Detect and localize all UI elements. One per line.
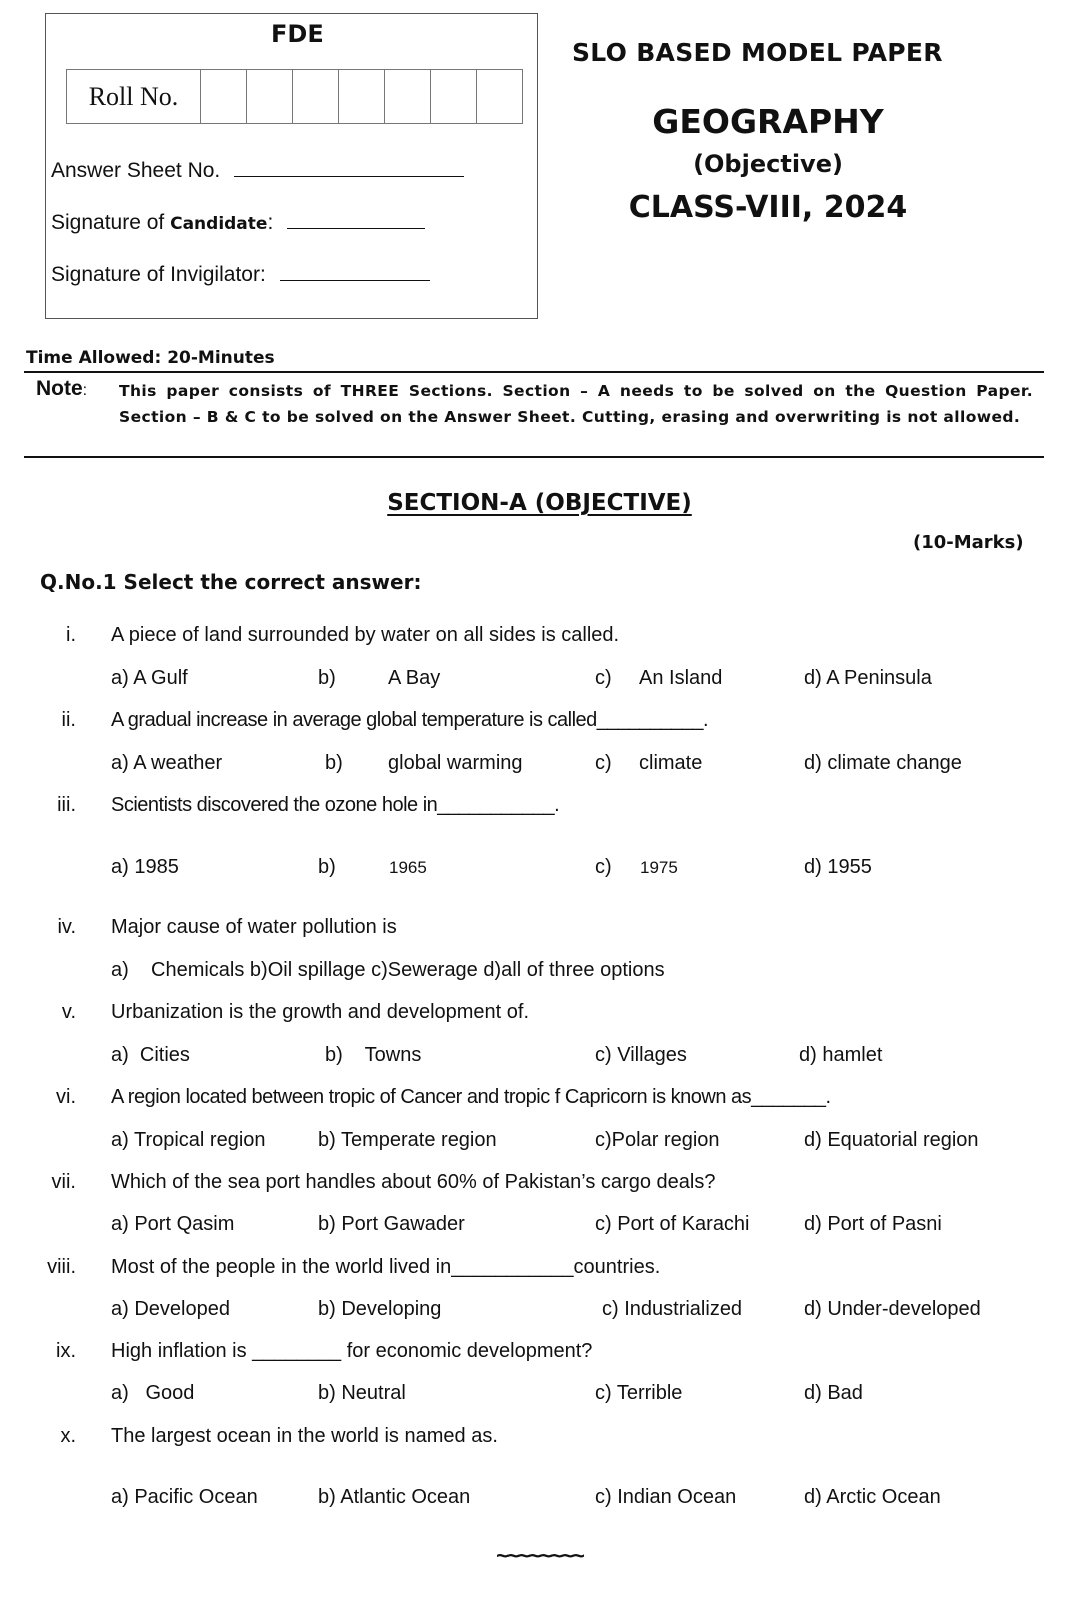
roll-digit-box[interactable] xyxy=(431,70,477,124)
answer-sheet-field xyxy=(51,158,464,183)
option-c-text[interactable]: climate xyxy=(639,752,703,774)
candidate-signature-blank[interactable] xyxy=(287,210,425,229)
question-number: vii. xyxy=(51,1171,76,1193)
option-d[interactable]: d) climate change xyxy=(804,752,962,774)
option-b[interactable]: b) Atlantic Ocean xyxy=(318,1486,471,1508)
option-c-label[interactable]: c) xyxy=(595,752,612,774)
roll-digit-box[interactable] xyxy=(201,70,247,124)
option-a[interactable]: a) Tropical region xyxy=(111,1129,266,1151)
option-c[interactable]: c) Terrible xyxy=(595,1382,683,1404)
option-c-label[interactable]: c) xyxy=(595,667,612,689)
option-d[interactable]: d) Port of Pasni xyxy=(804,1213,942,1235)
question-text: Which of the sea port handles about 60% of Pakistan’s cargo deals? xyxy=(111,1171,716,1193)
question-number: iii. xyxy=(57,794,76,816)
subject-title: GEOGRAPHY xyxy=(652,102,884,141)
option-c[interactable]: c) Indian Ocean xyxy=(595,1486,737,1508)
option-c[interactable]: c) Villages xyxy=(595,1044,687,1066)
option-b[interactable]: b) Developing xyxy=(318,1298,442,1320)
time-allowed: Time Allowed: 20-Minutes xyxy=(26,348,275,368)
roll-digit-box[interactable] xyxy=(477,70,523,124)
question-text: Most of the people in the world lived in___________countries. xyxy=(111,1256,661,1278)
option-c-text[interactable]: An Island xyxy=(639,667,723,689)
option-c-text[interactable]: 1975 xyxy=(640,858,678,877)
question-number: vi. xyxy=(56,1086,76,1108)
question-text: A piece of land surrounded by water on all sides is called. xyxy=(111,624,620,646)
paper-part: (Objective) xyxy=(693,150,843,178)
section-marks: (10-Marks) xyxy=(913,532,1024,553)
board-name: FDE xyxy=(271,20,324,48)
candidate-signature-prefix: Signature of xyxy=(51,211,165,234)
question-text: A gradual increase in average global temperature is called__________. xyxy=(111,709,709,731)
question-text: A region located between tropic of Cancer and tropic f Capricorn is known as_______. xyxy=(111,1086,831,1108)
question-instruction: Q.No.1 Select the correct answer: xyxy=(40,570,422,594)
roll-digit-box[interactable] xyxy=(247,70,293,124)
section-title: SECTION-A (OBJECTIVE) xyxy=(387,490,692,516)
question-text: Scientists discovered the ozone hole in___________. xyxy=(111,794,560,816)
question-number: iv. xyxy=(57,916,76,938)
invigilator-signature-blank[interactable] xyxy=(280,262,430,281)
option-a[interactable]: a) A Gulf xyxy=(111,667,188,689)
option-b-label[interactable]: b) xyxy=(318,856,336,878)
option-b-label[interactable]: b) xyxy=(325,752,343,774)
invigilator-signature-label: Signature of Invigilator xyxy=(51,263,260,286)
option-d[interactable]: d) 1955 xyxy=(804,856,872,878)
bottom-divider xyxy=(24,456,1044,458)
option-b-label[interactable]: b) xyxy=(318,667,336,689)
option-a[interactable]: a) Good xyxy=(111,1382,195,1404)
question-text: The largest ocean in the world is named as. xyxy=(111,1425,498,1447)
option-d[interactable]: d) Arctic Ocean xyxy=(804,1486,941,1508)
question-number: v. xyxy=(61,1001,76,1023)
option-b-text[interactable]: A Bay xyxy=(388,667,441,689)
question-text: Urbanization is the growth and development of. xyxy=(111,1001,530,1023)
option-d[interactable]: d) Equatorial region xyxy=(804,1129,979,1151)
question-number: ii. xyxy=(61,709,76,731)
option-b[interactable]: b) Port Gawader xyxy=(318,1213,465,1235)
question-number: ix. xyxy=(56,1340,76,1362)
end-marker: ~~~~~~~~ xyxy=(496,1543,583,1568)
roll-digit-box[interactable] xyxy=(293,70,339,124)
option-a[interactable]: a) Port Qasim xyxy=(111,1213,235,1235)
option-c[interactable]: c)Polar region xyxy=(595,1129,720,1151)
candidate-signature-field: Signature of Candidate: xyxy=(51,210,425,235)
option-d[interactable]: d) Bad xyxy=(804,1382,863,1404)
roll-number-label: Roll No. xyxy=(67,70,201,124)
paper-type: SLO BASED MODEL PAPER xyxy=(572,38,943,67)
option-b-text[interactable]: 1965 xyxy=(389,858,427,877)
roll-number-grid xyxy=(66,69,523,124)
answer-sheet-blank[interactable] xyxy=(234,158,464,177)
option-d[interactable]: d) hamlet xyxy=(799,1044,883,1066)
option-combined[interactable]: a) Chemicals b)Oil spillage c)Sewerage d)all of three options xyxy=(111,959,665,981)
option-c[interactable]: c) Industrialized xyxy=(602,1298,743,1320)
note-label: Note: xyxy=(36,377,88,400)
roll-digit-box[interactable] xyxy=(385,70,431,124)
class-year: CLASS-VIII, 2024 xyxy=(628,190,908,225)
option-b[interactable]: b) Towns xyxy=(325,1044,422,1066)
option-a[interactable]: a) Cities xyxy=(111,1044,190,1066)
top-divider xyxy=(24,371,1044,373)
option-b-text[interactable]: global warming xyxy=(388,752,523,774)
invigilator-signature-field: Signature of Invigilator: xyxy=(51,262,430,287)
option-b[interactable]: b) Temperate region xyxy=(318,1129,497,1151)
roll-digit-box[interactable] xyxy=(339,70,385,124)
question-number: i. xyxy=(66,624,76,646)
answer-sheet-label: Answer Sheet No. xyxy=(51,159,221,182)
option-a[interactable]: a) Developed xyxy=(111,1298,230,1320)
option-a[interactable]: a) Pacific Ocean xyxy=(111,1486,258,1508)
option-a[interactable]: a) 1985 xyxy=(111,856,179,878)
question-text: High inflation is ________ for economic development? xyxy=(111,1340,593,1362)
note-text: This paper consists of THREE Sections. Section – A needs to be solved on the Question Paper. Section – B & C to be solved on the Answer Sheet. Cutting, erasing and overwriting is not allowed. xyxy=(119,382,1033,426)
option-b[interactable]: b) Neutral xyxy=(318,1382,406,1404)
option-a[interactable]: a) A weather xyxy=(111,752,223,774)
candidate-word: Candidate xyxy=(170,214,268,234)
option-d[interactable]: d) A Peninsula xyxy=(804,667,932,689)
question-text: Major cause of water pollution is xyxy=(111,916,397,938)
question-number: x. xyxy=(60,1425,76,1447)
option-d[interactable]: d) Under-developed xyxy=(804,1298,981,1320)
option-c-label[interactable]: c) xyxy=(595,856,612,878)
option-c[interactable]: c) Port of Karachi xyxy=(595,1213,750,1235)
question-number: viii. xyxy=(47,1256,76,1278)
